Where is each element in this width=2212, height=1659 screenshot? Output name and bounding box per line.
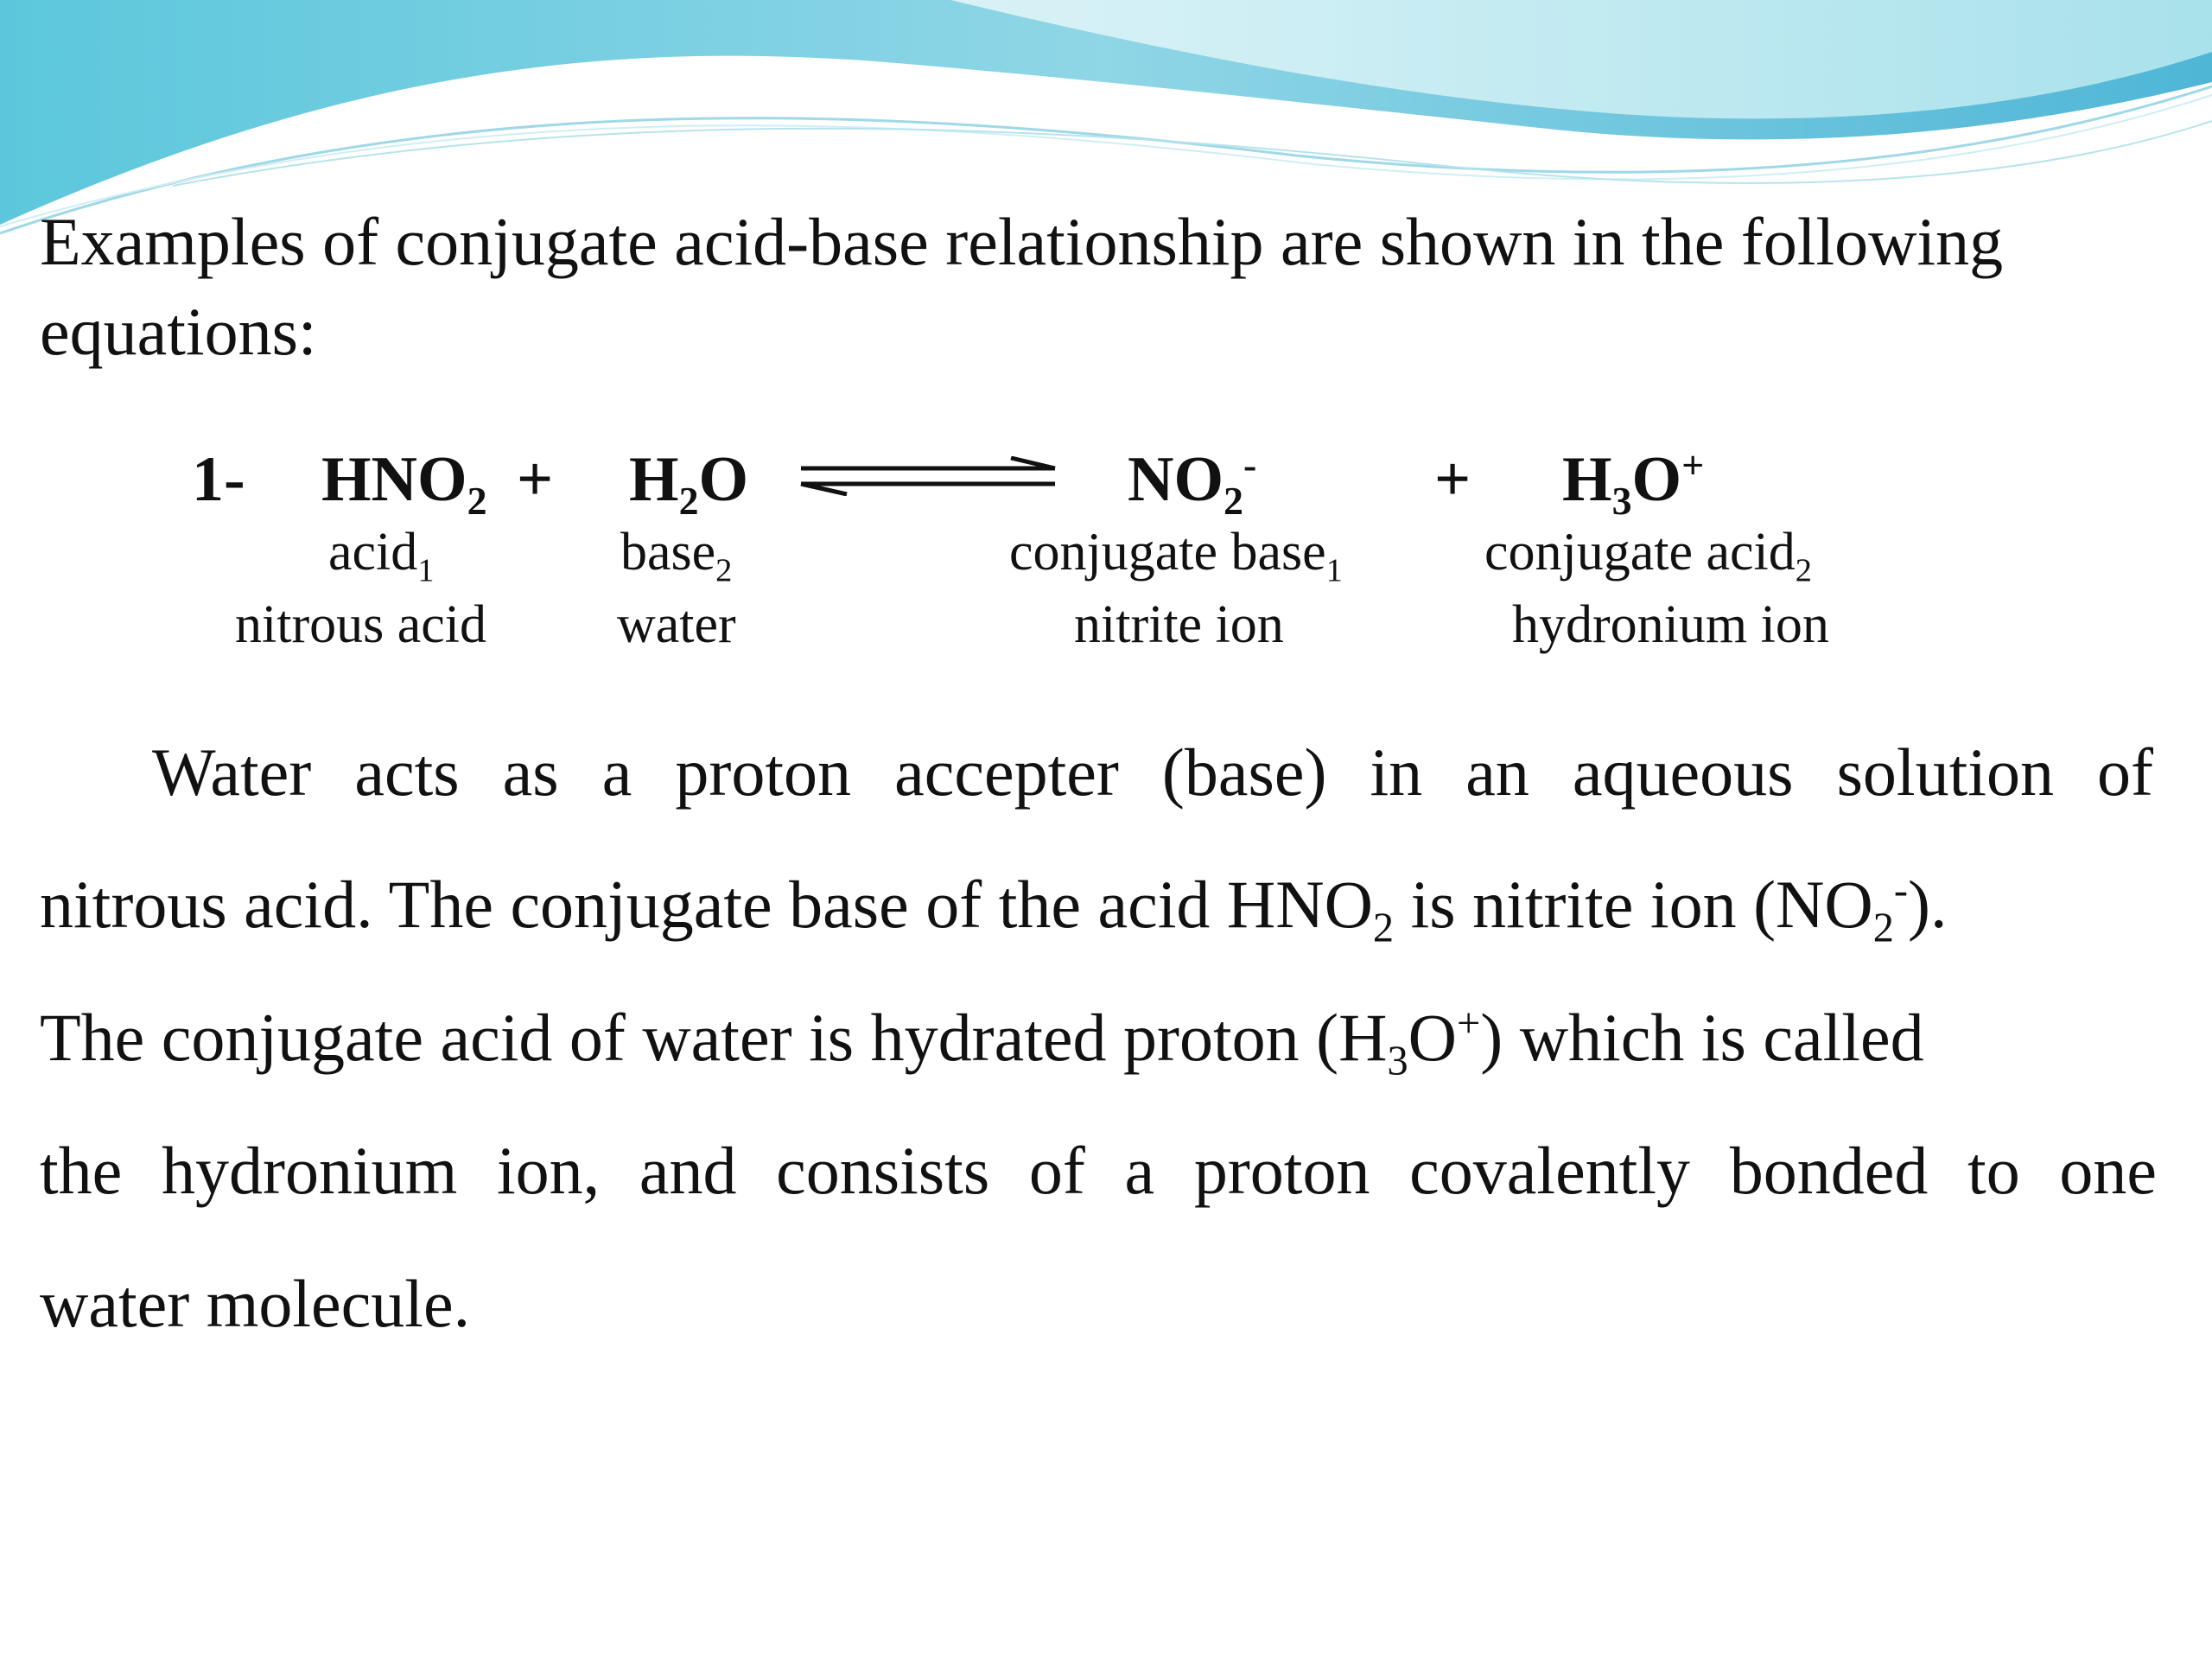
plus-sign-1: + bbox=[517, 444, 554, 515]
label-conjugate-base1: conjugate base$_1$ bbox=[1009, 523, 1343, 589]
reactant-h2o: $H_2O$ bbox=[629, 444, 749, 523]
equation-number: 1- bbox=[192, 444, 245, 515]
paragraph-line-3: The conjugate acid of water is hydrated proton $(H_3O^+)$ which is called bbox=[40, 1000, 1924, 1084]
paragraph-line-1: Water acts as a proton accepter (base) in an aqueous solution of bbox=[152, 734, 2153, 810]
name-water: water bbox=[617, 595, 736, 654]
product-no2-minus: $NO_2^-$ bbox=[1128, 442, 1257, 523]
intro-line-1: Examples of conjugate acid-base relationship are shown in the following bbox=[40, 204, 2004, 279]
label-conjugate-acid2: conjugate acid$_2$ bbox=[1484, 523, 1812, 589]
intro-line-2: equations: bbox=[40, 294, 317, 369]
name-hydronium-ion: hydronium ion bbox=[1512, 595, 1829, 654]
equilibrium-arrow-icon bbox=[799, 456, 1058, 496]
plus-sign-2: + bbox=[1434, 444, 1471, 515]
reactant-hno2: $HNO_2$ bbox=[321, 444, 487, 523]
name-nitrite-ion: nitrite ion bbox=[1074, 595, 1284, 654]
intro-text bbox=[40, 197, 2183, 377]
label-acid1: acid$_1$ bbox=[328, 523, 435, 589]
paragraph-line-4: the hydronium ion, and consists of a proton covalently bonded to one bbox=[40, 1133, 2157, 1208]
paragraph-line-5: water molecule. bbox=[40, 1266, 471, 1341]
product-h3o-plus: $H_3O^+$ bbox=[1562, 442, 1705, 523]
paragraph-line-2: nitrous acid. The conjugate base of the acid $HNO_2$ is nitrite ion $(NO_2^-)$. bbox=[40, 867, 1948, 951]
label-base2: base$_2$ bbox=[620, 523, 733, 589]
name-nitrous-acid: nitrous acid bbox=[235, 595, 486, 654]
